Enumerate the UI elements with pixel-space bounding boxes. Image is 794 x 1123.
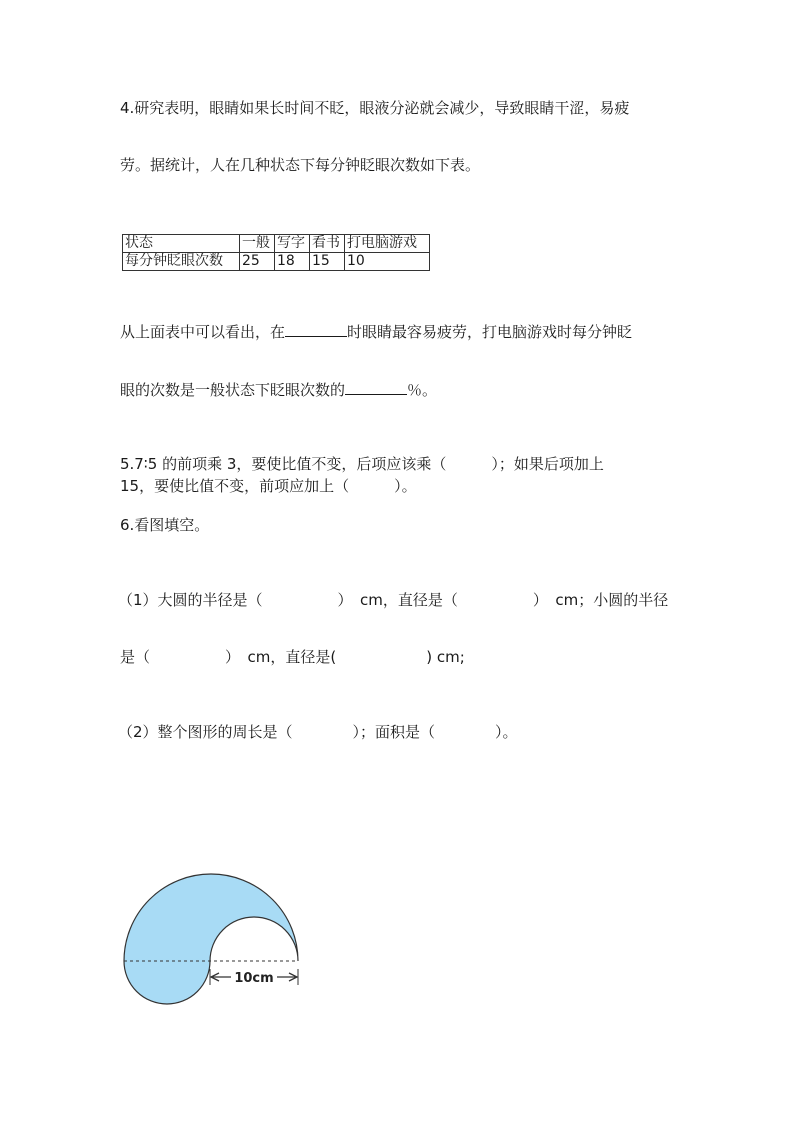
table-row [123,235,430,253]
q6-part2: （2）整个图形的周长是（ ）；面积是（ ）。 [118,723,518,741]
table-cell: 一般 [240,235,275,253]
table-cell: 看书 [310,235,345,253]
answer-blank[interactable] [285,321,347,337]
table-cell: 18 [275,253,310,271]
table-cell: 写字 [275,235,310,253]
blink-rate-table [122,234,430,271]
dimension-label: 10cm [234,971,274,986]
circle-figure [118,865,318,1015]
q4-fill-text: 眼的次数是一般状态下眨眼次数的 [120,381,346,399]
q6-title: 6.看图填空。 [120,516,210,534]
q4-line-2: 劳。据统计，人在几种状态下每分钟眨眼次数如下表。 [120,156,481,174]
q4-fill-line-2 [120,379,437,400]
q4-fill-text: 时眼睛最容易疲劳，打电脑游戏时每分钟眨 [347,323,633,341]
table-cell: 状态 [123,235,240,253]
q4-fill-line-1 [120,321,632,342]
table-cell: 每分钟眨眼次数 [123,253,240,271]
table-cell: 打电脑游戏 [345,235,430,253]
q5-line-2: 15，要使比值不变，前项应加上（ ）。 [120,477,417,495]
q5-line-1: 5.7∶5 的前项乘 3，要使比值不变，后项应该乘（ ）；如果后项加上 [120,455,604,473]
answer-blank[interactable] [345,379,407,395]
q6-part1-line-1: （1）大圆的半径是（ ） cm，直径是（ ） cm；小圆的半径 [118,591,669,609]
q4-line-1: 4.研究表明，眼睛如果长时间不眨，眼液分泌就会减少，导致眼睛干涩，易疲 [120,99,630,117]
table-row [123,253,430,271]
table-cell: 25 [240,253,275,271]
table-cell: 10 [345,253,430,271]
q6-part1-line-2: 是（ ） cm，直径是( ) cm; [120,648,465,666]
q4-fill-text: ％。 [407,381,438,399]
table-cell: 15 [310,253,345,271]
q4-fill-text: 从上面表中可以看出，在 [120,323,286,341]
